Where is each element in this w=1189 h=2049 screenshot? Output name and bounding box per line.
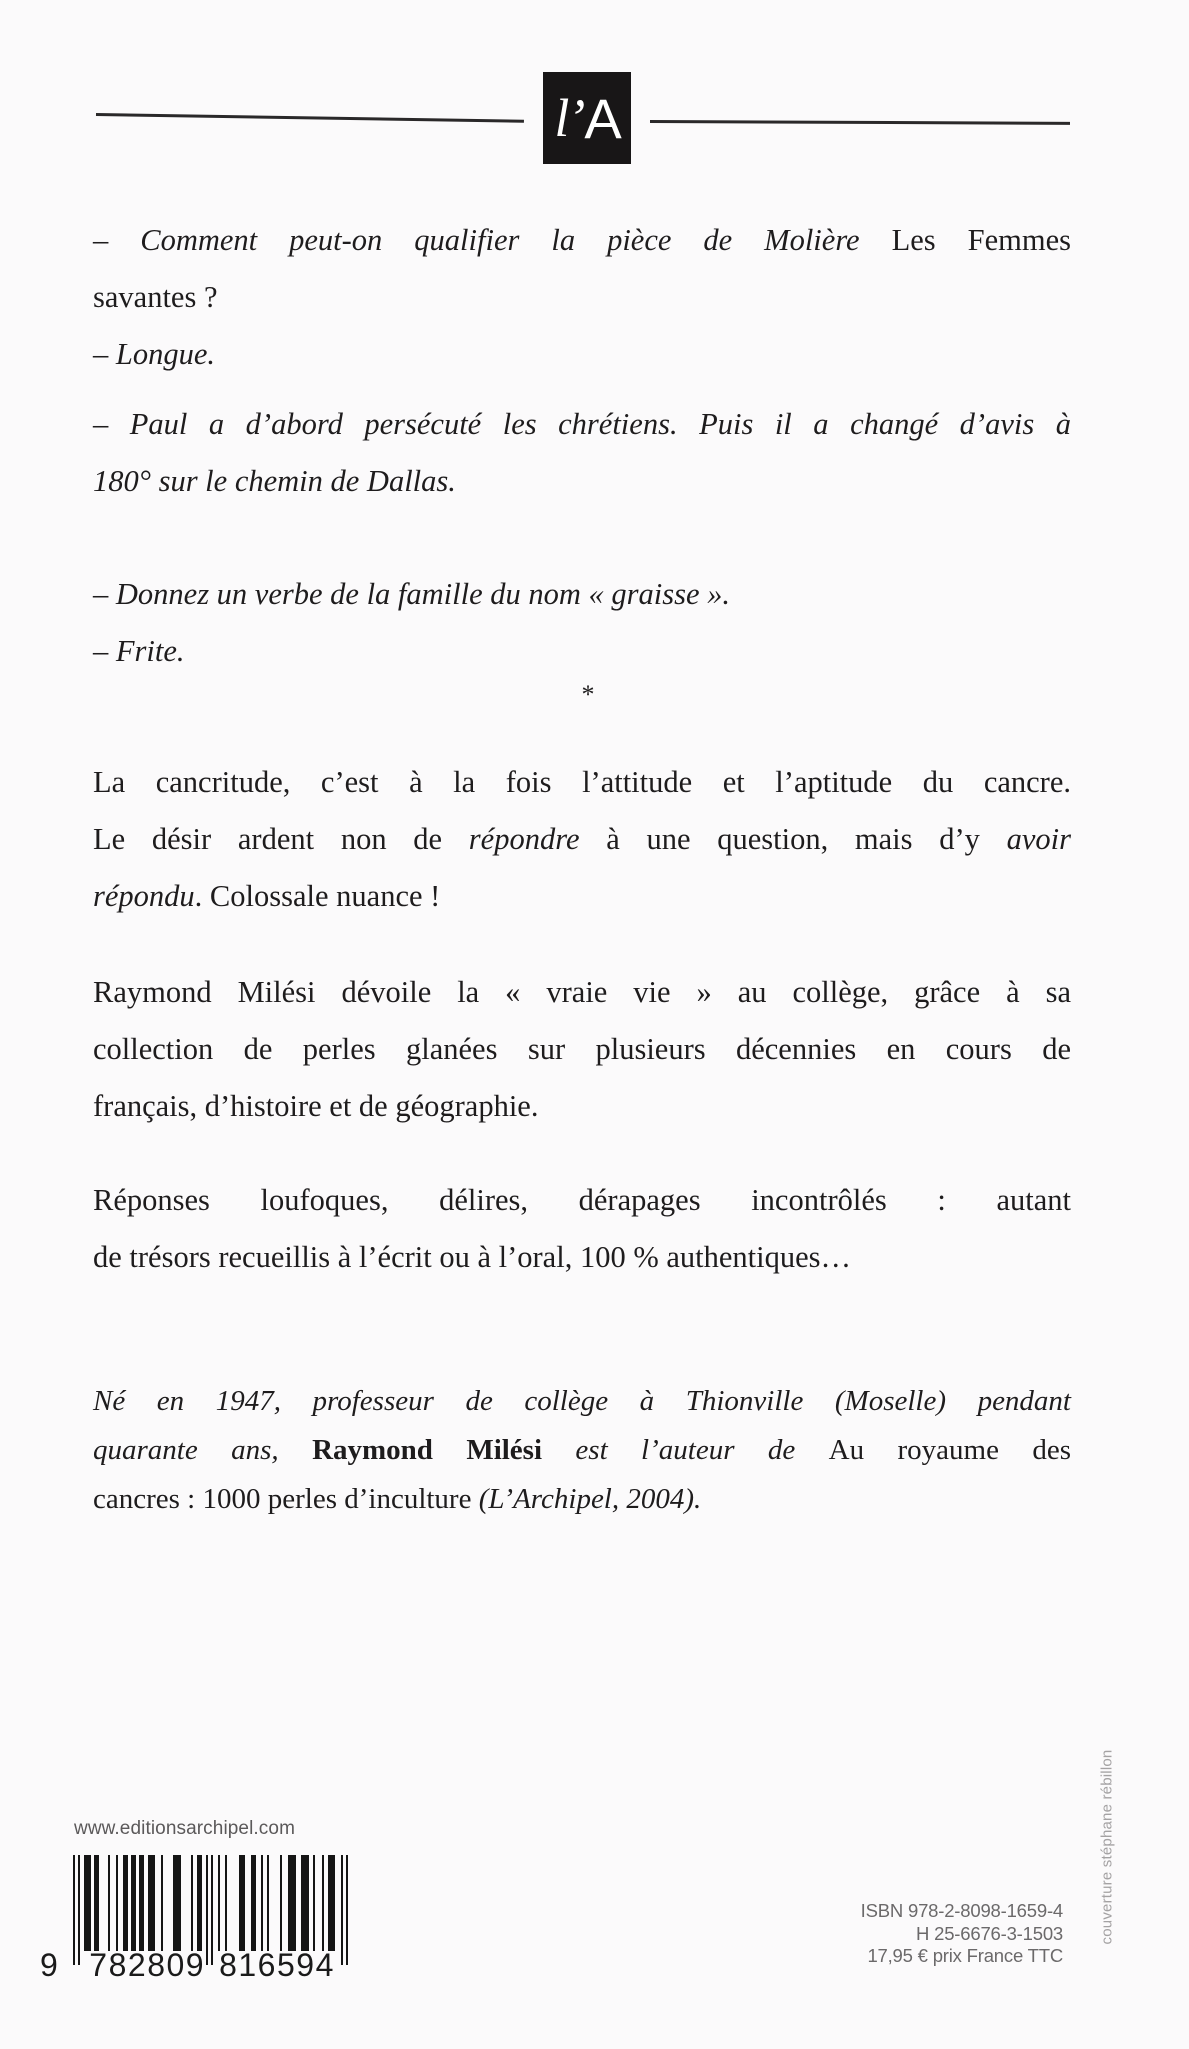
quote-line bbox=[93, 326, 1071, 383]
emphasis-text: répondu bbox=[93, 879, 195, 913]
barcode-digit-prefix: 9 bbox=[40, 1947, 60, 1983]
author-name: Raymond Milési bbox=[312, 1434, 543, 1466]
text-span: est l’auteur de bbox=[542, 1434, 829, 1466]
blurb-paragraph-2 bbox=[93, 964, 1071, 1135]
book-title-text: cancres : 1000 perles d’inculture bbox=[93, 1483, 479, 1515]
text-span: à une question, mais d’y bbox=[579, 822, 1007, 856]
logo-letter-l: l’ bbox=[554, 88, 584, 148]
publisher-website-link[interactable]: www.editionsarchipel.com bbox=[74, 1818, 295, 1839]
bio-line bbox=[93, 1426, 1071, 1475]
barcode-number bbox=[40, 1948, 335, 1982]
book-title-text: Au royaume des bbox=[828, 1434, 1072, 1466]
quote-text: 180° sur le chemin de Dallas. bbox=[93, 464, 456, 498]
text-span: . Colossale nuance ! bbox=[194, 879, 441, 913]
isbn-block bbox=[861, 1900, 1063, 1968]
section-separator: * bbox=[581, 680, 595, 709]
logo-letter-a: A bbox=[584, 86, 620, 150]
text-span: Le désir ardent non de bbox=[93, 822, 469, 856]
emphasis-text: avoir bbox=[1006, 822, 1071, 856]
header-rule-left bbox=[96, 113, 524, 123]
bio-line bbox=[93, 1475, 1071, 1524]
quote-question-text: – Donnez un verbe de la famille du nom « graisse ». bbox=[93, 577, 731, 611]
publisher-citation: (L’Archipel, 2004). bbox=[478, 1483, 702, 1515]
blurb-line bbox=[93, 811, 1071, 868]
cover-credit-text: couverture stéphane rébillon bbox=[1098, 1749, 1116, 1945]
blurb-line: Réponses loufoques, délires, dérapages incontrôlés : autant bbox=[93, 1183, 1071, 1217]
play-title-text: Les Femmes bbox=[891, 223, 1071, 257]
quote-line bbox=[93, 212, 1071, 269]
isbn-number: ISBN 978-2-8098-1659-4 bbox=[860, 1900, 1063, 1921]
text-span: quarante ans, bbox=[93, 1434, 313, 1466]
quote-molière bbox=[93, 212, 1071, 383]
quote-line bbox=[93, 623, 1071, 680]
barcode-digit-group: 782809 bbox=[89, 1947, 206, 1983]
quote-line bbox=[93, 396, 1071, 453]
author-bio bbox=[93, 1377, 1071, 1524]
barcode-digit-group: 816594 bbox=[219, 1947, 335, 1983]
quote-answer-text: – Frite. bbox=[93, 634, 185, 668]
bio-line: Né en 1947, professeur de collège à Thionville (Moselle) pendant bbox=[93, 1385, 1071, 1417]
blurb-line: Raymond Milési dévoile la « vraie vie » au collège, grâce à sa bbox=[93, 975, 1071, 1009]
blurb-paragraph-3 bbox=[93, 1172, 1071, 1286]
emphasis-text: répondre bbox=[468, 822, 580, 856]
blurb-line: collection de perles glanées sur plusieurs décennies en cours de bbox=[93, 1032, 1071, 1066]
play-title-text: savantes ? bbox=[93, 280, 218, 314]
price: 17,95 € prix France TTC bbox=[867, 1945, 1063, 1966]
header-rule-right bbox=[650, 120, 1070, 125]
quote-text: – Paul a d’abord persécuté les chrétiens. Puis il a changé d’avis à bbox=[93, 407, 1071, 441]
quote-line bbox=[93, 453, 1071, 510]
cover-credit bbox=[1098, 1732, 1116, 1962]
blurb-line: La cancritude, c’est à la fois l’attitude et l’aptitude du cancre. bbox=[93, 765, 1071, 799]
blurb-paragraph-1 bbox=[93, 754, 1071, 925]
quote-line bbox=[93, 566, 1071, 623]
quote-answer-text: – Longue. bbox=[93, 337, 215, 371]
quote-graisse bbox=[93, 566, 1071, 680]
quote-line bbox=[93, 269, 1071, 326]
blurb-line: de trésors recueillis à l’écrit ou à l’oral, 100 % authentiques… bbox=[93, 1240, 852, 1274]
blurb-line: français, d’histoire et de géographie. bbox=[93, 1089, 539, 1123]
blurb-line bbox=[93, 868, 1071, 925]
quote-paul bbox=[93, 396, 1071, 510]
h-code: H 25-6676-3-1503 bbox=[916, 1922, 1063, 1944]
publisher-logo bbox=[543, 72, 631, 164]
quote-question-text: – Comment peut-on qualifier la pièce de Molière bbox=[93, 223, 892, 257]
